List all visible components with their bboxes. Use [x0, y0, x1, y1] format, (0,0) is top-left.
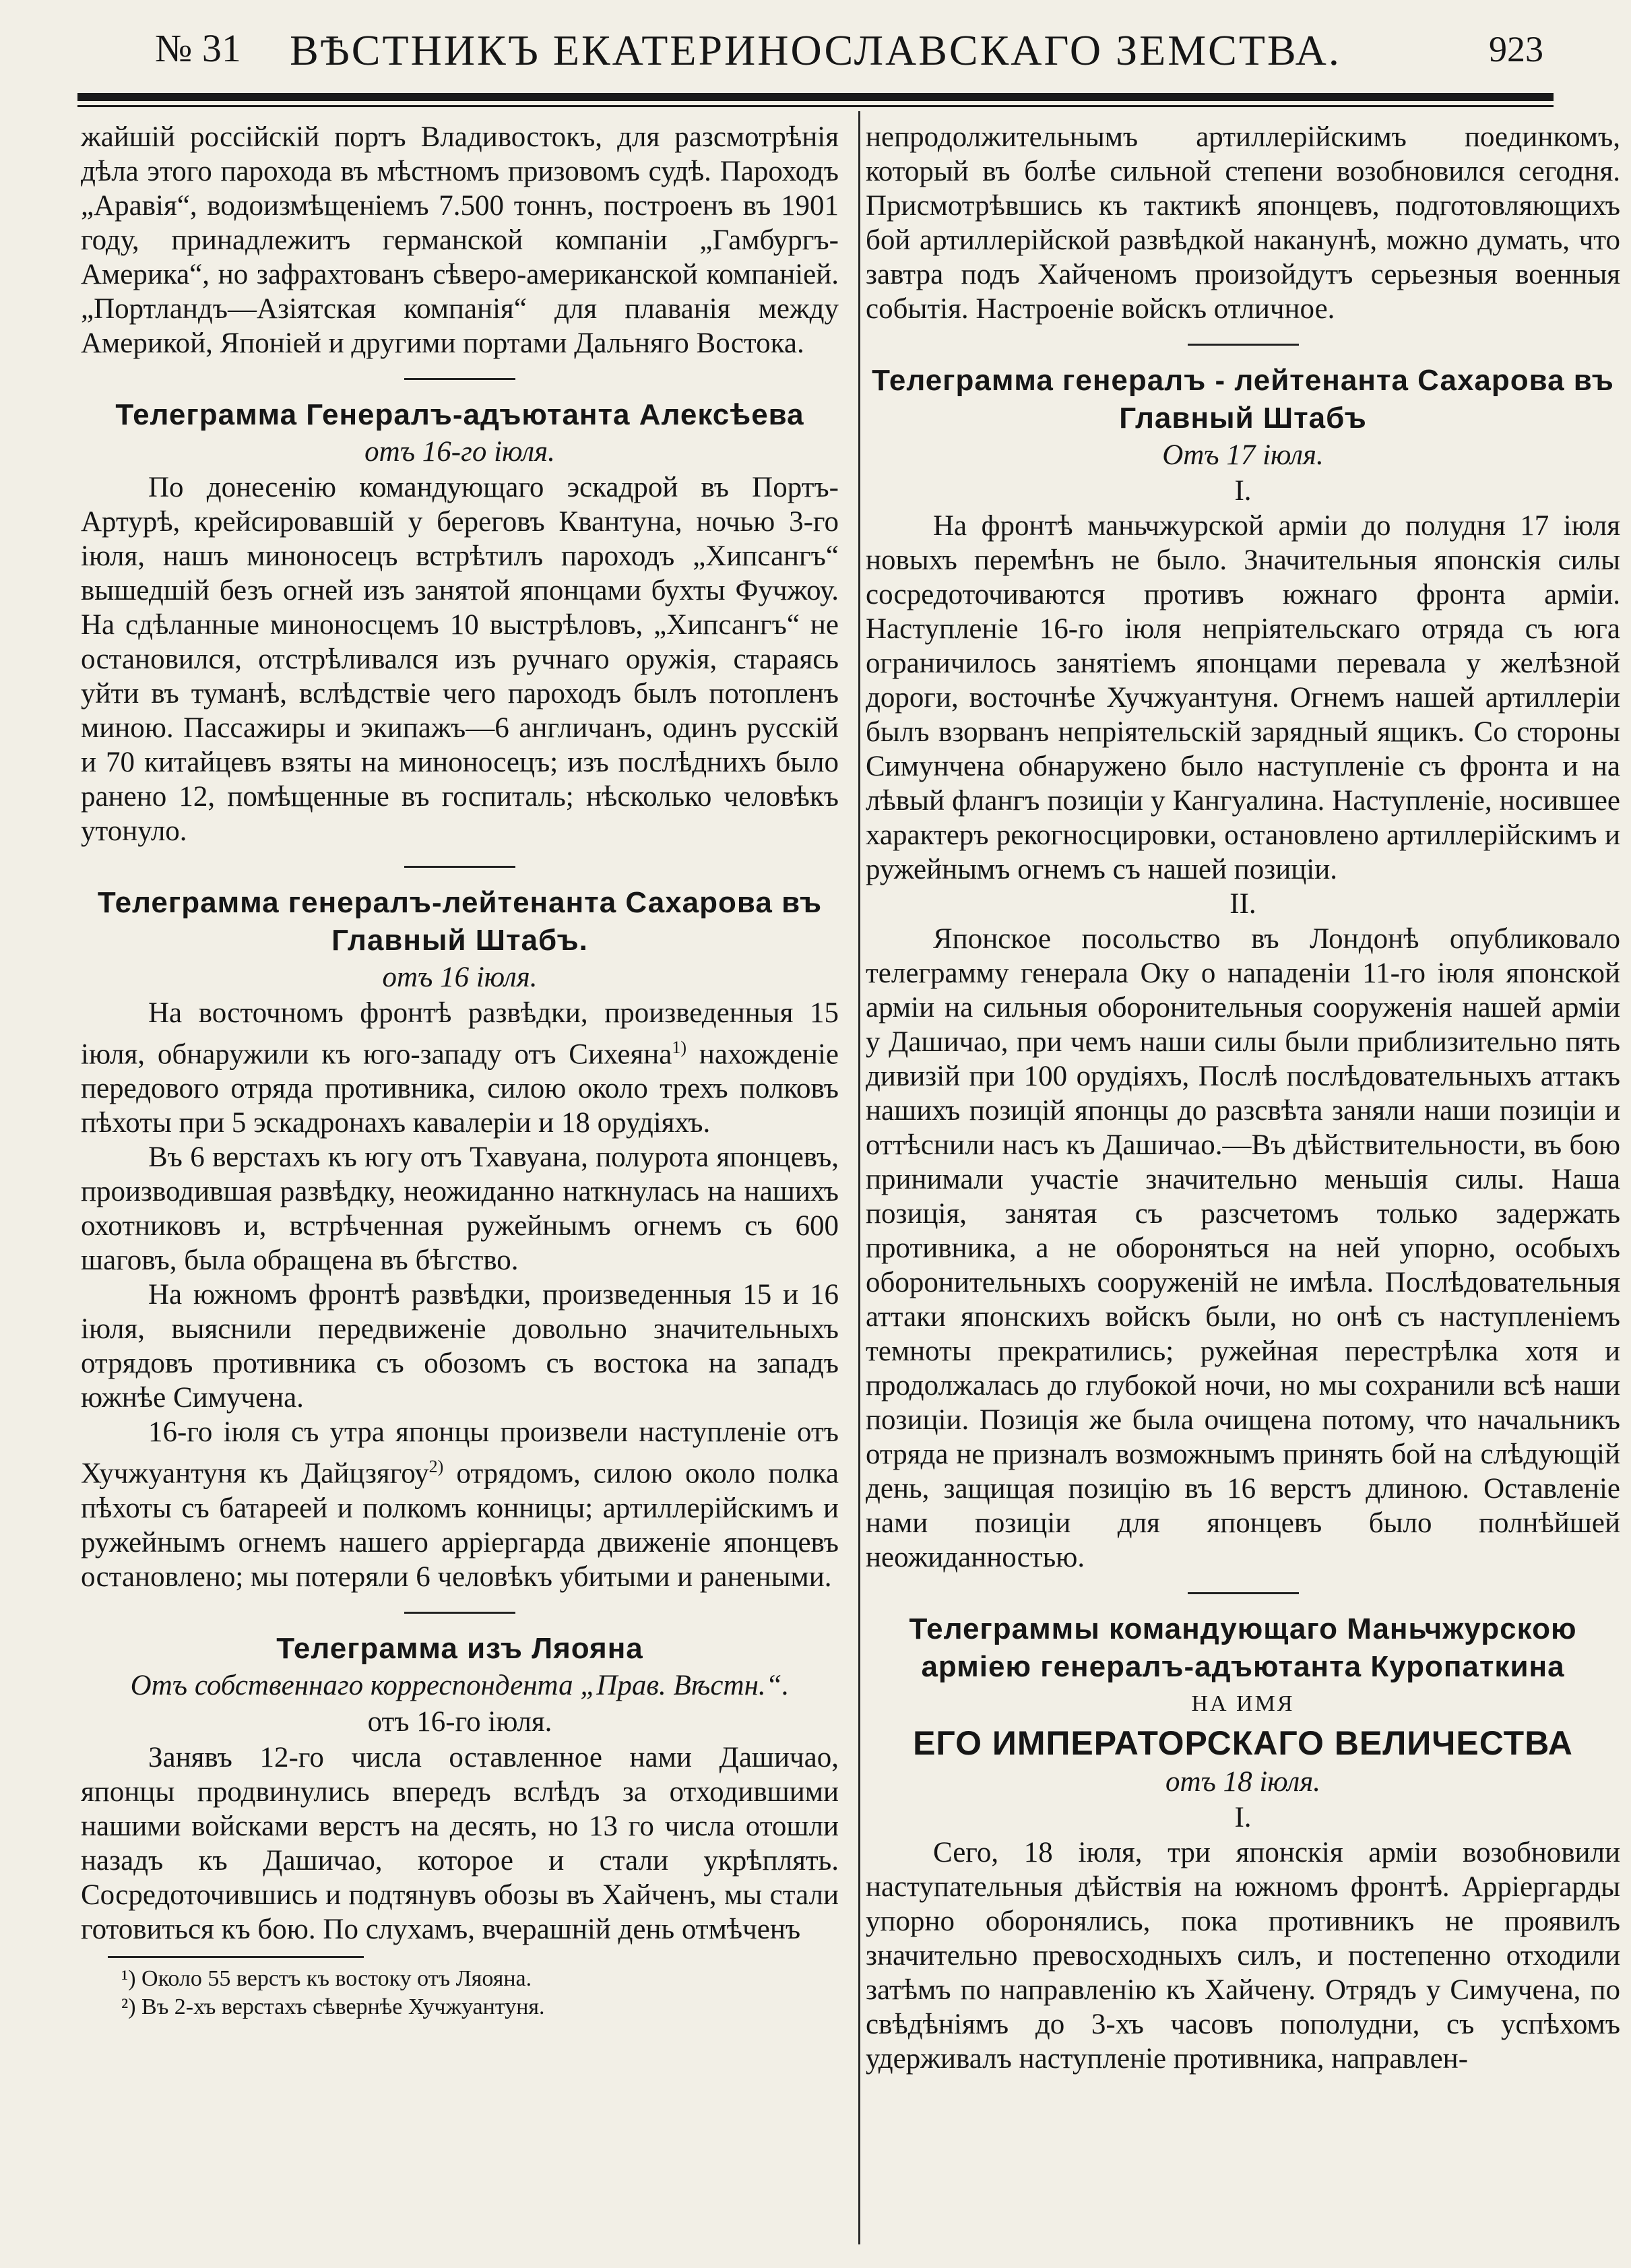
footnote-rule: [108, 1956, 364, 1958]
paragraph: На южномъ фронтѣ развѣдки, произведенныя 15 и 16 іюля, выяснили передвиженіе довольно значительныхъ отрядовъ противника съ обозомъ съ востока на западъ южнѣе Симучена.: [81, 1279, 839, 1414]
section-divider: [404, 1612, 515, 1614]
footnote: ²) Въ 2-хъ верстахъ сѣвернѣе Хучжуантуня.: [121, 1994, 545, 2019]
periodical-title: ВѢСТНИКЪ ЕКАТЕРИНОСЛАВСКАГО ЗЕМСТВА.: [290, 26, 1341, 74]
paragraph: Въ 6 верстахъ къ югу отъ Тхавуана, полурота японцевъ, производившая развѣдку, неожиданно наткнулась на нашихъ охотниковъ и, встрѣченная ружейнымъ огнемъ съ 600 шаговъ, была обращена въ бѣгство.: [81, 1141, 839, 1277]
section-date: Отъ 17 іюля.: [1162, 439, 1324, 471]
text-run: 16-го іюля съ утра японцы произвели наступленіе отъ Хучжуантуня къ Дайцзягоу: [81, 1416, 839, 1490]
section-date: отъ 16 іюля.: [382, 962, 538, 993]
part-numeral: I.: [1234, 475, 1252, 507]
paragraph: Сего, 18 іюля, три японскія арміи возобновили наступательныя дѣйствія на южномъ фронтѣ. Арріергарды упорно оборонялись, пока противникъ не проявилъ значительно превосходныхъ силъ, и постепенно отходили затѣмъ по направленію къ Хайчену. Отрядъ у Симучена, по свѣдѣніямъ до 3-хъ часовъ пополудни, съ успѣхомъ удерживалъ наступленіе противника, направлен-: [866, 1837, 1620, 2075]
paragraph: Японское посольство въ Лондонѣ опубликовало телеграмму генерала Оку о нападеніи 11-го іюля японской арміи на сильныя оборонительныя сооруженія нашей арміи у Дашичао, при чемъ наши силы были приблизительно пять дивизій при 100 орудіяхъ, Послѣ послѣдовательныхъ аттакъ нашихъ позицій японцы до разсвѣта заняли наши позиціи и оттѣснили насъ къ Дашичао.—Въ дѣйствительности, въ бою принимали участіе значительно меньшія силы. Наша позиція, занятая съ разсчетомъ только задержать противника, а не обороняться на ней упорно, особыхъ оборонительныхъ сооруженій не имѣла. Послѣдовательныя аттаки японскихъ войскъ были, но онѣ съ наступленіемъ темноты прекратились; ружейная перестрѣлка хотя и продолжалась до глубокой ночи, но мы сохранили всѣ наши позиціи. Позиція же была очищена потому, что начальникъ отряда не призналъ возможнымъ принять бой на слѣдующій день, защищая позицію въ 16 верстъ длиною. Оставленіе нами позиціи для японцевъ было полнѣйшей неожиданностью.: [866, 923, 1620, 1573]
section-divider: [1188, 1592, 1299, 1594]
section-divider: [404, 866, 515, 868]
page-header: [74, 19, 1557, 80]
section-date: отъ 18 іюля.: [1165, 1766, 1321, 1798]
section-title: Телеграмма генералъ - лейтенанта Сахарова въ Главный Штабъ: [872, 364, 1614, 435]
section-divider: [1188, 344, 1299, 346]
part-numeral: II.: [1229, 888, 1256, 920]
issue-number: № 31: [155, 26, 241, 70]
footnote: ¹) Около 55 верстъ къ востоку отъ Ляояна.: [121, 1965, 532, 1991]
section-source: Отъ собственнаго корреспондента „Прав. Вѣстн.“.: [130, 1669, 790, 1701]
section-subtitle: НА ИМЯ: [1191, 1691, 1295, 1716]
footnote-ref: 2): [428, 1457, 444, 1477]
section-title: Телеграмма изъ Ляояна: [276, 1631, 643, 1665]
page-number: 923: [1489, 29, 1543, 69]
paragraph: Занявъ 12-го числа оставленное нами Дашичао, японцы продвинулись впередъ вслѣдъ за отходившими нашими войсками верстъ на десять, но 13 го числа отошли назадъ къ Дашичао, которое и стали укрѣплять. Сосредоточившись и подтянувъ обозы въ Хайченъ, мы стали готовиться къ бою. По слухамъ, вчерашній день отмѣченъ: [81, 1741, 839, 1945]
section-title: Телеграмма Генералъ-адъютанта Алексѣева: [115, 398, 804, 431]
paragraph: непродолжительнымъ артиллерійскимъ поединкомъ, который въ болѣе сильной степени возобновился сегодня. Присмотрѣвшись къ тактикѣ японцевъ, подготовляющихъ бой артиллерійской развѣдкой наканунѣ, можно думать, что завтра подъ Хайченомъ произойдутъ серьезныя военныя событія. Настроеніе войскъ отличное.: [866, 121, 1620, 325]
left-column: [81, 120, 839, 2021]
paragraph: По донесенію командующаго эскадрой въ Портъ-Артурѣ, крейсировавшій у береговъ Квантуна, ночью 3-го іюля, нашъ миноносецъ встрѣтилъ пароходъ „Хипсангъ“ вышедшій безъ огней изъ занятой японцами бухты Фучжоу. На сдѣланные миноносцемъ 10 выстрѣловъ, „Хипсангъ“ не остановился, отстрѣливался изъ ручнаго оружія, стараясь уйти въ туманѣ, вслѣдствіе чего пароходъ былъ потопленъ миною. Пассажиры и экипажъ—6 англичанъ, одинъ русскій и 70 китайцевъ взяты на миноносецъ; изъ послѣднихъ было ранено 12, помѣщенные въ госпиталь; нѣсколько человѣкъ утонуло.: [81, 472, 839, 847]
paragraph: [81, 1415, 839, 1594]
section-date: отъ 16-го іюля.: [367, 1705, 552, 1738]
header-rule-thin: [77, 105, 1554, 107]
right-column: [866, 120, 1620, 2076]
footnote-ref: 1): [672, 1038, 687, 1057]
section-divider: [404, 378, 515, 380]
paragraph: [81, 996, 839, 1140]
header-rule-thick: [77, 93, 1554, 101]
section-title: Телеграммы командующаго Маньчжурскою арміею генералъ-адъютанта Куропаткина: [909, 1612, 1577, 1683]
paragraph: жайшій россійскій портъ Владивостокъ, для разсмотрѣнія дѣла этого парохода въ мѣстномъ призовомъ судѣ. Пароходъ „Аравія“, водоизмѣщеніемъ 7.500 тоннъ, построенъ въ 1901 году, принадлежитъ германской компаніи „Гамбургъ-Америка“, но зафрахтованъ сѣверо-американской компаніей. „Портландъ—Азіятская компанія“ для плаванія между Америкой, Японіей и другими портами Дальняго Востока.: [81, 121, 839, 359]
text-run: отрядомъ, силою около полка пѣхоты съ батареей и полкомъ конницы; артиллерійскимъ и ружейнымъ огнемъ нашего арріергарда движеніе японцевъ остановлено; мы потеряли 6 человѣкъ убитыми и ранеными.: [81, 1457, 839, 1593]
section-title: Телеграмма генералъ-лейтенанта Сахарова въ Главный Штабъ.: [97, 886, 823, 957]
text-run: На восточномъ фронтѣ развѣдки, произведенныя 15 іюля, обнаружили къ юго-западу отъ Сихеяна: [81, 997, 839, 1071]
text-run: нахожденіе передового отряда противника, силою около трехъ полковъ пѣхоты при 5 эскадронахъ кавалеріи и 18 орудіяхъ.: [81, 1038, 839, 1139]
column-divider: [858, 111, 860, 2244]
section-date: отъ 16-го іюля.: [364, 436, 555, 468]
paragraph: На фронтѣ маньчжурской арміи до полудня 17 іюля новыхъ перемѣнъ не было. Значительныя японскія силы сосредоточиваются противъ южнаго фронта арміи. Наступленіе 16-го іюля непріятельскаго отряда съ юга ограничилось занятіемъ японцами перевала у желѣзной дороги, восточнѣе Хучжуантуня. Огнемъ нашей артиллеріи былъ взорванъ непріятельскій зарядный ящикъ. Со стороны Симунчена обнаружено было наступленіе съ фронта и на лѣвый флангъ позиціи у Кангуалина. Наступленіе, носившее характеръ рекогносцировки, остановлено артиллерійскимъ и ружейнымъ огнемъ съ нашей позиціи.: [866, 510, 1620, 885]
part-numeral: I.: [1234, 1802, 1252, 1833]
section-title-majesty: ЕГО ИМПЕРАТОРСКАГО ВЕЛИЧЕСТВА: [913, 1724, 1573, 1762]
